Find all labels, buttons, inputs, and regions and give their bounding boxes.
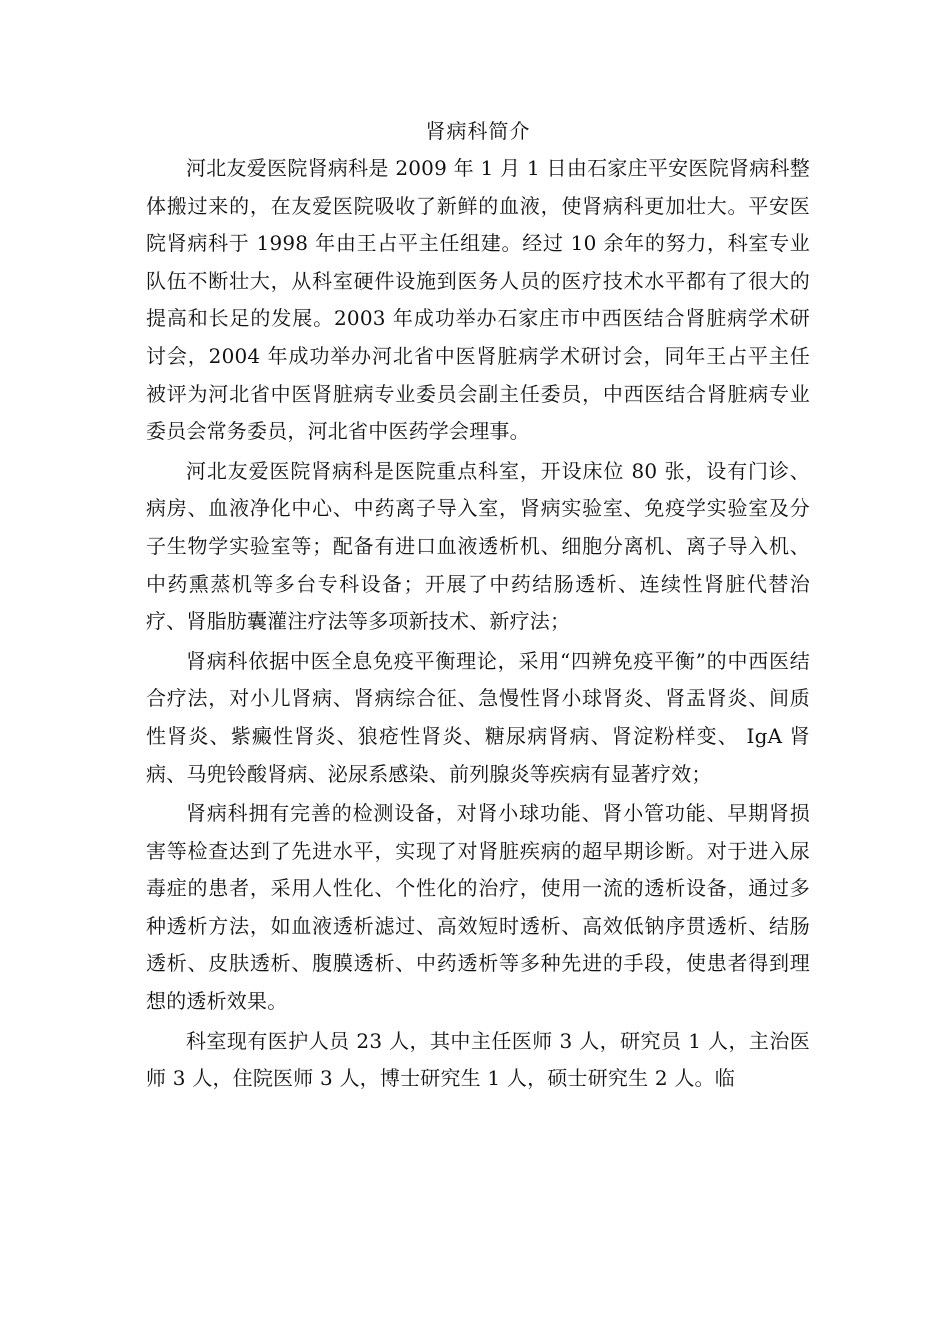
paragraph-therapy: 肾病科依据中医全息免疫平衡理论，采用“四辨免疫平衡”的中西医结合疗法，对小儿肾病、肾病综合征、急慢性肾小球肾炎、肾盂肾炎、间质性肾炎、紫癜性肾炎、狼疮性肾炎、糖尿病肾病、肾淀粉样变、 IgA 肾病、马兜铃酸肾病、泌尿系感染、前列腺炎等疾病有显著疗效； [146,648,810,786]
document-title: 肾病科简介 [425,119,531,143]
paragraph-diagnostics: 肾病科拥有完善的检测设备，对肾小球功能、肾小管功能、早期肾损害等检查达到了先进水平，实现了对肾脏疾病的超早期诊断。对于进入尿毒症的患者，采用人性化、个性化的治疗，使用一流的透析设备，通过多种透析方法，如血液透析滤过、高效短时透析、高效低钠序贯透析、结肠透析、皮肤透析、腹膜透析、中药透析等多种先进的手段，使患者得到理想的透析效果。 [146,801,810,1014]
paragraph-facilities: 河北友爱医院肾病科是医院重点科室，开设床位 80 张，设有门诊、病房、血液净化中心、中药离子导入室，肾病实验室、免疫学实验室及分子生物学实验室等；配备有进口血液透析机、细胞分离机、离子导入机、中药熏蒸机等多台专科设备；开展了中药结肠透析、连续性肾脏代替治疗、肾脂肪囊灌注疗法等多项新技术、新疗法； [146,458,810,634]
paragraph-history: 河北友爱医院肾病科是 2009 年 1 月 1 日由石家庄平安医院肾病科整体搬过来的，在友爱医院吸收了新鲜的血液，使肾病科更加壮大。平安医院肾病科于 1998 年由王占平主任组建。经过 10 余年的努力，科室专业队伍不断壮大，从科室硬件设施到医务人员的医疗技术水平都有了很大的提高和长足的发展。2003 年成功举办石家庄市中西医结合肾脏病学术研讨会，2004 年成功举办河北省中医肾脏病学术研讨会，同年王占平主任被评为河北省中医肾脏病专业委员会副主任委员，中西医结合肾脏病专业委员会常务委员，河北省中医药学会理事。 [146,156,810,444]
paragraph-staff: 科室现有医护人员 23 人，其中主任医师 3 人，研究员 1 人，主治医师 3 人，住院医师 3 人，博士研究生 1 人，硕士研究生 2 人。临 [146,1028,810,1091]
document-body [146,114,810,1098]
